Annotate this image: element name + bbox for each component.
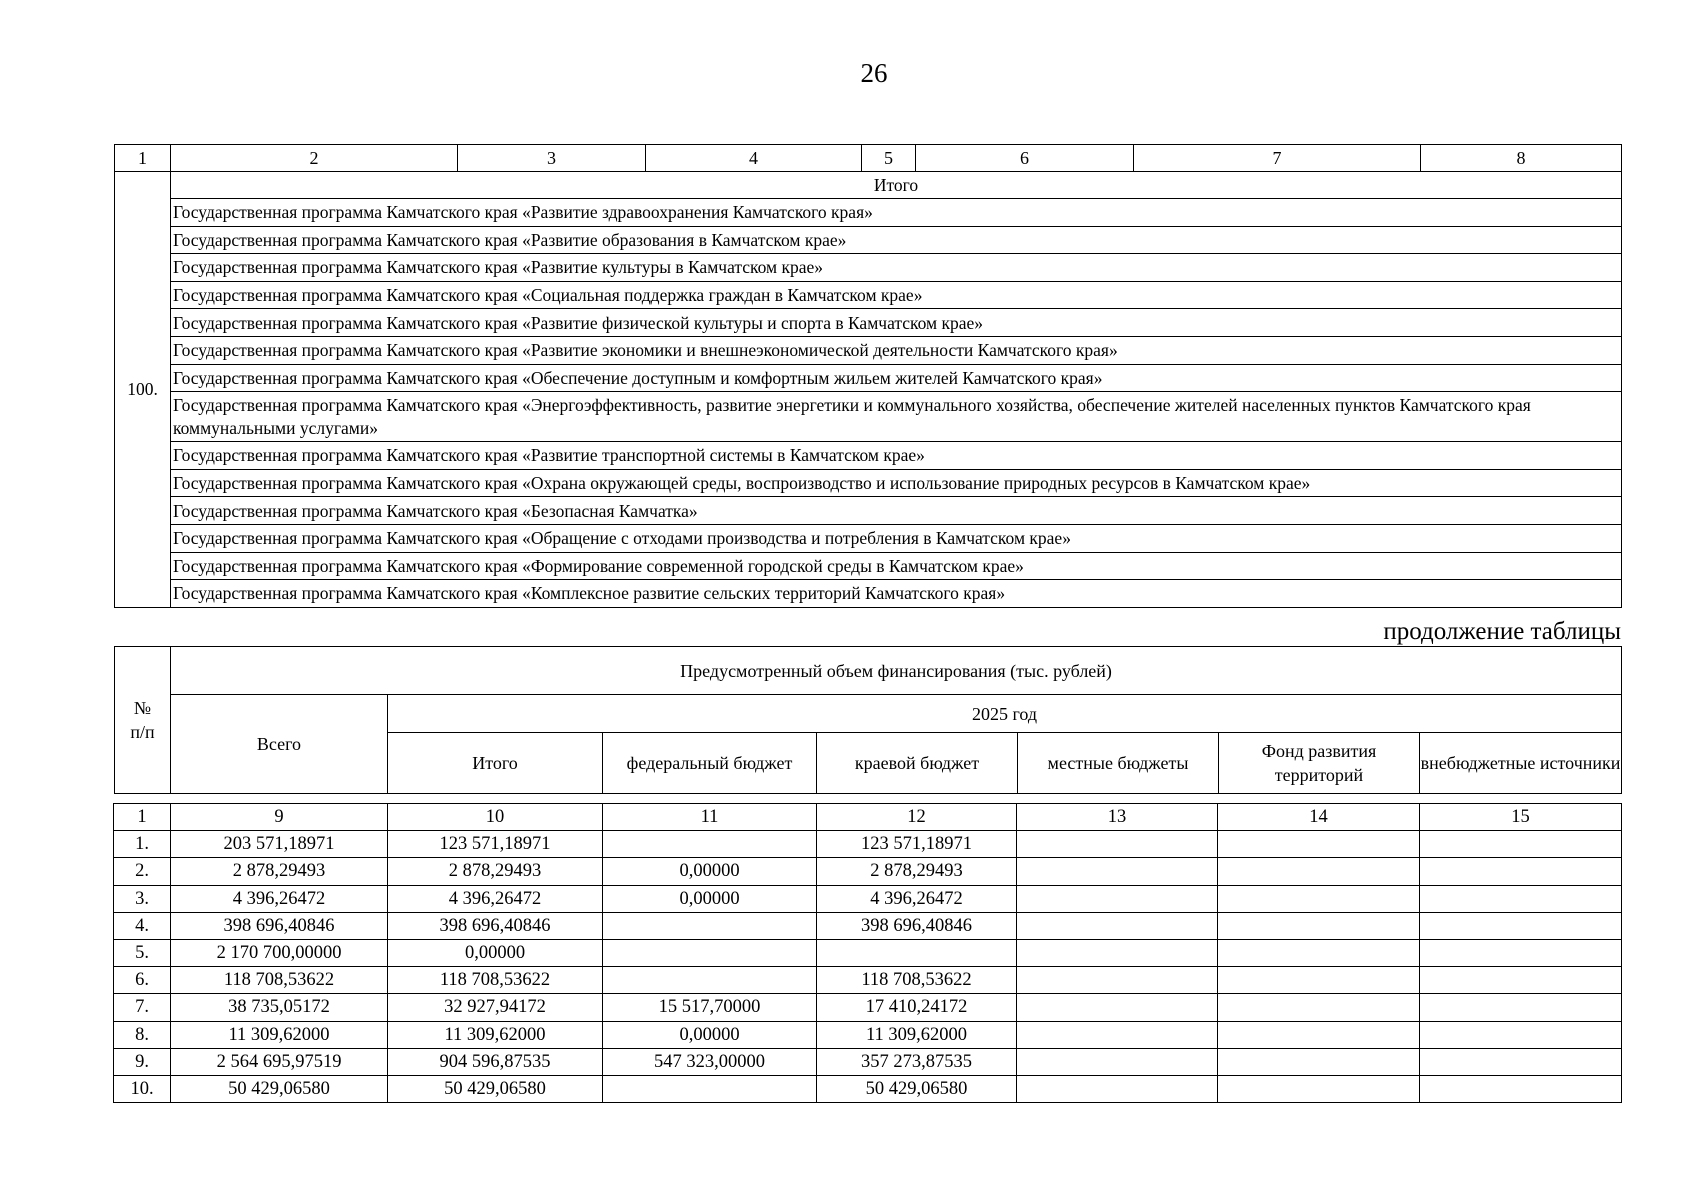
program-name: Государственная программа Камчатского края «Развитие экономики и внешнеэкономической деятельности Камчатского края» [171,336,1622,364]
program-name: Государственная программа Камчатского края «Развитие здравоохранения Камчатского края» [171,199,1622,227]
table-cell: 0,00000 [603,858,817,885]
table-row [114,1048,1622,1075]
table-cell: 9. [114,1048,171,1075]
sub-header: внебюджетные источники [1420,733,1622,794]
table-cell [1017,858,1218,885]
table-cell [1420,912,1622,939]
table-cell [1218,1075,1420,1102]
column-number: 12 [817,804,1017,831]
table-cell [603,967,817,994]
table-cell: 4. [114,912,171,939]
table-cell: 123 571,18971 [817,831,1017,858]
table-cell [1218,912,1420,939]
table-row [114,1075,1622,1102]
table-cell: 118 708,53622 [171,967,388,994]
table-cell [1017,1075,1218,1102]
program-name: Государственная программа Камчатского края «Развитие физической культуры и спорта в Камчатском крае» [171,309,1622,337]
column-number: 15 [1420,804,1622,831]
table-cell: 5. [114,939,171,966]
table-cell [1218,858,1420,885]
program-name: Государственная программа Камчатского края «Комплексное развитие сельских территорий Камчатского края» [171,580,1622,608]
table-cell [1017,1021,1218,1048]
table-cell: 4 396,26472 [171,885,388,912]
sub-header: федеральный бюджет [603,733,817,794]
program-name: Государственная программа Камчатского края «Социальная поддержка граждан в Камчатском крае» [171,281,1622,309]
table-row [115,172,1622,199]
table-cell [1420,831,1622,858]
table-cell: 15 517,70000 [603,994,817,1021]
table-cell: 118 708,53622 [388,967,603,994]
program-name: Государственная программа Камчатского края «Обращение с отходами производства и потребления в Камчатском крае» [171,524,1622,552]
itogo-label: Итого [171,172,1622,199]
page-number: 26 [860,58,888,88]
table-cell [603,831,817,858]
year-header: 2025 год [388,695,1622,733]
column-number: 1 [114,804,171,831]
table-cell [1420,858,1622,885]
program-name: Государственная программа Камчатского края «Развитие транспортной системы в Камчатском крае» [171,442,1622,470]
table-cell: 2 170 700,00000 [171,939,388,966]
table-cell [1420,994,1622,1021]
sub-header: Итого [388,733,603,794]
table-row [115,281,1622,309]
table-cell: 547 323,00000 [603,1048,817,1075]
table-row [114,885,1622,912]
table-cell: 2 878,29493 [388,858,603,885]
table-cell: 904 596,87535 [388,1048,603,1075]
column-number: 13 [1017,804,1218,831]
table-cell [1218,967,1420,994]
table-cell: 357 273,87535 [817,1048,1017,1075]
total-header: Всего [171,695,388,794]
table-row [115,392,1622,442]
table-cell: 398 696,40846 [171,912,388,939]
table-row [115,254,1622,282]
table-header-row [115,145,1622,172]
table-cell [1420,1021,1622,1048]
funding-header: Предусмотренный объем финансирования (тыс. рублей) [171,647,1622,695]
column-number: 1 [115,145,171,172]
table-row [115,469,1622,497]
table-cell [1420,967,1622,994]
table-row [115,199,1622,227]
column-number: 8 [1421,145,1622,172]
table-row [114,858,1622,885]
funding-header-table [114,646,1622,794]
continuation-label: продолжение таблицы [1383,618,1621,645]
table-row [114,939,1622,966]
program-name: Государственная программа Камчатского края «Формирование современной городской среды в Камчатском крае» [171,552,1622,580]
table-cell: 1. [114,831,171,858]
table-row [115,580,1622,608]
table-cell: 11 309,62000 [388,1021,603,1048]
table-cell [1017,831,1218,858]
table-row [114,1021,1622,1048]
table-cell [1017,1048,1218,1075]
table-row [115,524,1622,552]
column-number: 14 [1218,804,1420,831]
table-row [115,309,1622,337]
table-row [115,226,1622,254]
table-cell: 398 696,40846 [388,912,603,939]
table-cell: 203 571,18971 [171,831,388,858]
num-header-text: № п/п [130,698,155,742]
sub-header: краевой бюджет [817,733,1018,794]
column-number: 10 [388,804,603,831]
table-cell: 3. [114,885,171,912]
column-number: 5 [862,145,916,172]
column-number: 7 [1134,145,1421,172]
table-cell: 2 878,29493 [171,858,388,885]
row-number: 100. [115,172,171,608]
table-cell: 398 696,40846 [817,912,1017,939]
sub-header: местные бюджеты [1018,733,1219,794]
table-cell: 118 708,53622 [817,967,1017,994]
funding-data-table [113,803,1622,1103]
column-number: 4 [646,145,862,172]
table-cell: 123 571,18971 [388,831,603,858]
program-name: Государственная программа Камчатского края «Безопасная Камчатка» [171,497,1622,525]
table-cell [1218,994,1420,1021]
table-cell: 4 396,26472 [388,885,603,912]
num-header [115,647,171,794]
table-cell: 2. [114,858,171,885]
table-cell: 17 410,24172 [817,994,1017,1021]
table-row [114,967,1622,994]
table-row [115,552,1622,580]
table-cell: 50 429,06580 [171,1075,388,1102]
column-number: 6 [916,145,1134,172]
program-name: Государственная программа Камчатского края «Энергоэффективность, развитие энергетики и коммунального хозяйства, обеспечение жителей населенных пунктов Камчатского края коммунальными услугами» [171,392,1622,442]
table-cell [1017,994,1218,1021]
table-cell [1218,885,1420,912]
table-cell: 7. [114,994,171,1021]
programs-table [114,144,1622,608]
table-cell: 6. [114,967,171,994]
table-row [114,912,1622,939]
table-cell [1017,885,1218,912]
table-cell [1218,1048,1420,1075]
column-number: 11 [603,804,817,831]
table-cell: 8. [114,1021,171,1048]
column-number: 9 [171,804,388,831]
table-cell: 0,00000 [388,939,603,966]
table-row [115,336,1622,364]
table-cell [1218,831,1420,858]
column-number: 3 [458,145,646,172]
table-cell [1420,885,1622,912]
table-cell [603,939,817,966]
table-cell: 11 309,62000 [817,1021,1017,1048]
table-cell [1017,967,1218,994]
column-number: 2 [171,145,458,172]
table-cell [1017,912,1218,939]
table-cell [603,912,817,939]
table-cell [1017,939,1218,966]
table-row [115,497,1622,525]
table-row [114,831,1622,858]
table-cell: 0,00000 [603,885,817,912]
table-cell: 11 309,62000 [171,1021,388,1048]
table-cell: 38 735,05172 [171,994,388,1021]
table-cell [1218,1021,1420,1048]
table-cell: 2 564 695,97519 [171,1048,388,1075]
sub-header: Фонд развития территорий [1219,733,1420,794]
table-cell [603,1075,817,1102]
table-cell [1420,1048,1622,1075]
table-row [115,442,1622,470]
table-row [115,364,1622,392]
table-cell: 2 878,29493 [817,858,1017,885]
program-name: Государственная программа Камчатского края «Охрана окружающей среды, воспроизводство и использование природных ресурсов в Камчатском крае» [171,469,1622,497]
table-cell [817,939,1017,966]
table-row [114,994,1622,1021]
program-name: Государственная программа Камчатского края «Обеспечение доступным и комфортным жильем жителей Камчатского края» [171,364,1622,392]
program-name: Государственная программа Камчатского края «Развитие образования в Камчатском крае» [171,226,1622,254]
table-cell: 50 429,06580 [817,1075,1017,1102]
table-header-row [114,804,1622,831]
table-cell: 10. [114,1075,171,1102]
table-cell [1218,939,1420,966]
table-cell: 4 396,26472 [817,885,1017,912]
table-cell: 0,00000 [603,1021,817,1048]
table-cell [1420,939,1622,966]
program-name: Государственная программа Камчатского края «Развитие культуры в Камчатском крае» [171,254,1622,282]
table-cell: 32 927,94172 [388,994,603,1021]
table-cell: 50 429,06580 [388,1075,603,1102]
table-cell [1420,1075,1622,1102]
